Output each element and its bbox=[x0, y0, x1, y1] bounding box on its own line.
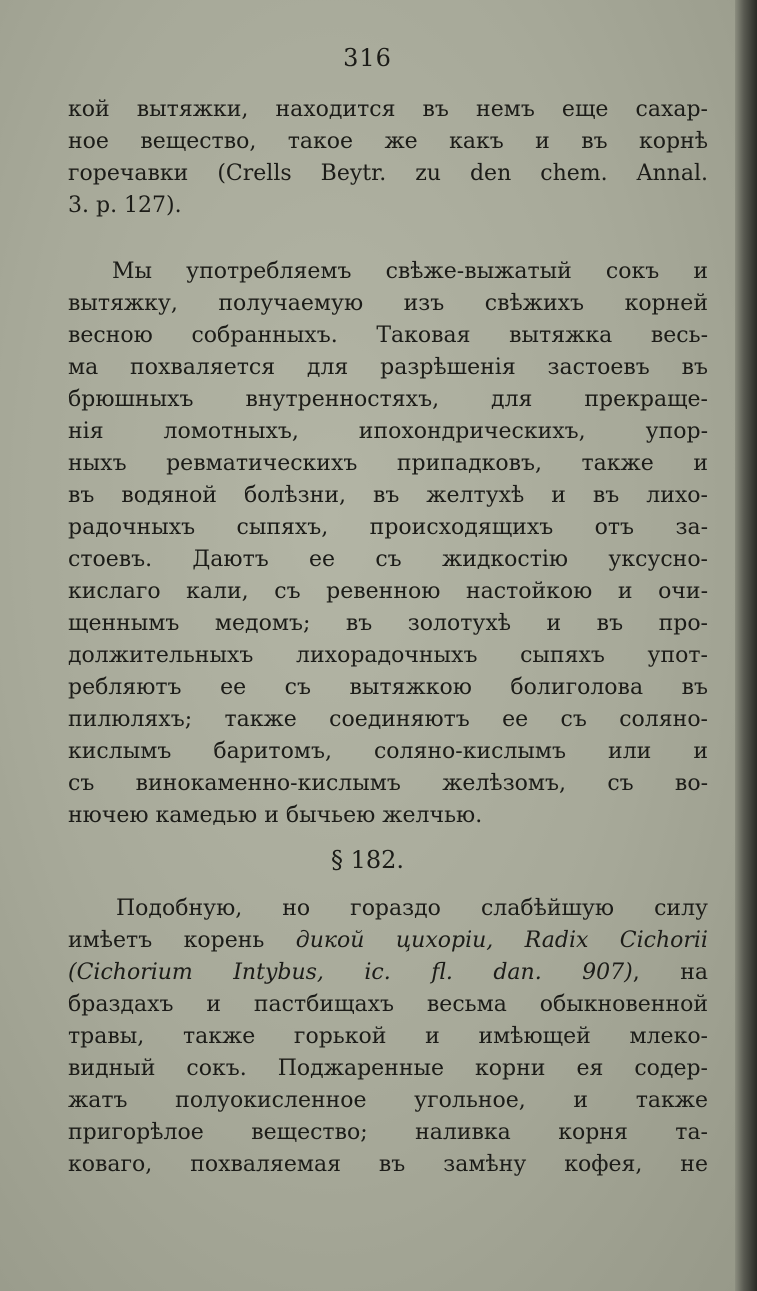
text-line: травы, также горькой и имѣющей млеко- bbox=[68, 1024, 708, 1049]
text-line: браздахъ и пастбищахъ весьма обыкновенной bbox=[68, 992, 708, 1017]
text-line: стоевъ. Даютъ ее съ жидкостію уксусно- bbox=[68, 547, 708, 572]
text-line: съ винокаменно-кислымъ желѣзомъ, съ во- bbox=[68, 771, 708, 796]
text-line: 3. p. 127). bbox=[68, 193, 182, 218]
text-line: коваго, похваляемая въ замѣну кофея, не bbox=[68, 1152, 708, 1177]
text-line: кислымъ баритомъ, соляно-кислымъ или и bbox=[68, 739, 708, 764]
text-line: должительныхъ лихорадочныхъ сыпяхъ упот- bbox=[68, 643, 708, 668]
page-number: 316 bbox=[343, 44, 392, 72]
text-line: Подобную, но гораздо слабѣйшую силу bbox=[116, 896, 708, 921]
page-edge-shadow bbox=[735, 0, 757, 1291]
text-line: въ водяной болѣзни, въ желтухѣ и въ лихо- bbox=[68, 483, 708, 508]
text-line: видный сокъ. Поджаренные корни ея содер- bbox=[68, 1056, 708, 1081]
text-run: , на bbox=[632, 960, 708, 985]
text-line-mixed bbox=[68, 957, 708, 989]
section-heading: § 182. bbox=[330, 846, 405, 874]
text-run: имѣетъ корень bbox=[68, 928, 296, 953]
text-line: весною собранныхъ. Таковая вытяжка весь- bbox=[68, 323, 708, 348]
text-line: жатъ полуокисленное угольное, и также bbox=[68, 1088, 708, 1113]
text-line: вытяжку, получаемую изъ свѣжихъ корней bbox=[68, 291, 708, 316]
paragraph-usage bbox=[68, 256, 708, 832]
text-run-italic: дикой цихоріи, bbox=[295, 928, 494, 953]
paragraph-continuation bbox=[68, 94, 708, 222]
text-line: кислаго кали, съ ревенною настойкою и очи- bbox=[68, 579, 708, 604]
text-line: Мы употребляемъ свѣже-выжатый сокъ и bbox=[112, 259, 708, 284]
text-line: горечавки (Crells Beytr. zu den chem. Annal. bbox=[68, 161, 708, 186]
text-line-mixed bbox=[68, 925, 708, 957]
text-line: нючею камедью и бычьею желчью. bbox=[68, 803, 483, 828]
text-line: пилюляхъ; также соединяютъ ее съ соляно- bbox=[68, 707, 708, 732]
text-line: брюшныхъ внутренностяхъ, для прекраще- bbox=[68, 387, 708, 412]
text-line: радочныхъ сыпяхъ, происходящихъ отъ за- bbox=[68, 515, 708, 540]
paragraph-chicory bbox=[68, 893, 708, 1181]
text-line: щеннымъ медомъ; въ золотухѣ и въ про- bbox=[68, 611, 708, 636]
text-line: пригорѣлое вещество; наливка корня та- bbox=[68, 1120, 708, 1145]
text-run-italic: Radix Cichorii bbox=[493, 928, 708, 953]
text-line: ное вещество, такое же какъ и въ корнѣ bbox=[68, 129, 708, 154]
text-run-italic: (Cichorium Intybus, ic. fl. dan. 907) bbox=[68, 960, 633, 985]
text-line: кой вытяжки, находится въ немъ еще сахар- bbox=[68, 97, 708, 122]
text-line: ныхъ ревматическихъ припадковъ, также и bbox=[68, 451, 708, 476]
text-line: нія ломотныхъ, ипохондрическихъ, упор- bbox=[68, 419, 708, 444]
text-line: ребляютъ ее съ вытяжкою болиголова въ bbox=[68, 675, 708, 700]
text-line: ма похваляется для разрѣшенія застоевъ въ bbox=[68, 355, 708, 380]
